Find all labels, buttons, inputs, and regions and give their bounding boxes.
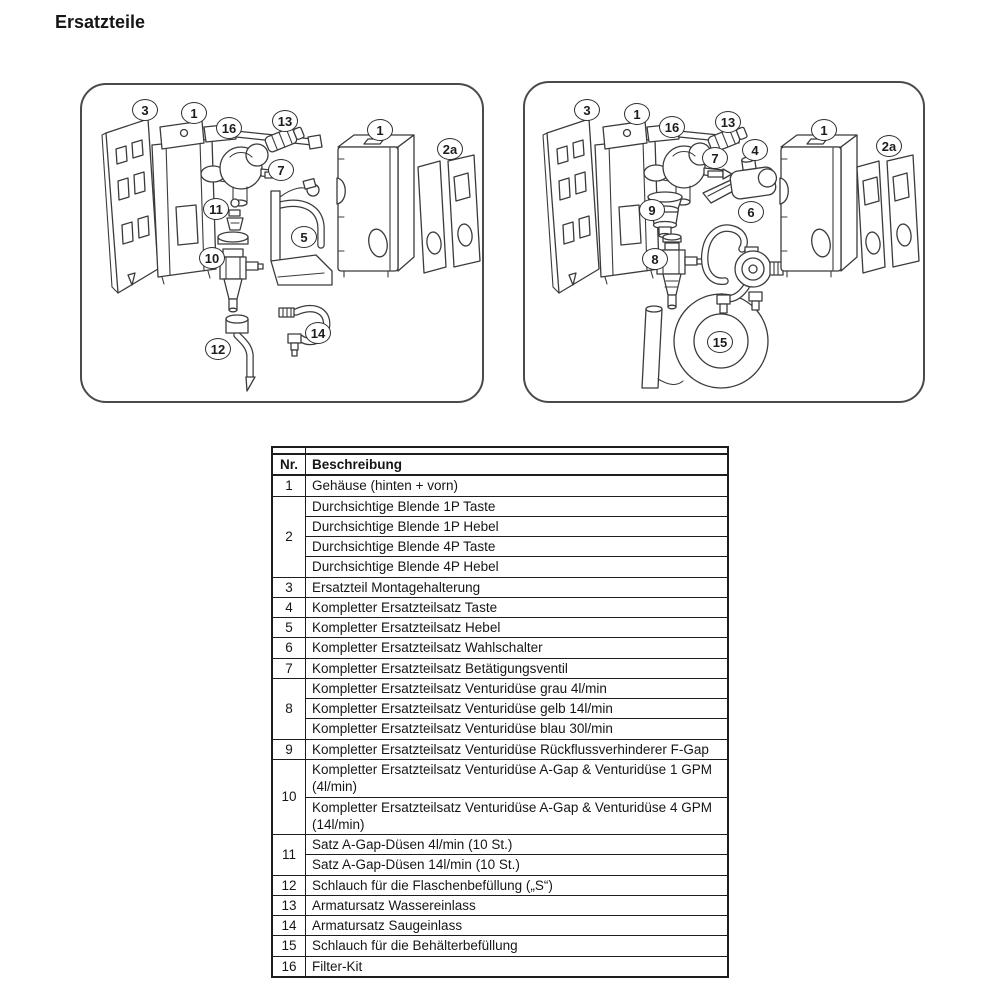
table-row <box>272 895 728 915</box>
part-number-cell: 4 <box>272 597 306 617</box>
mounting-plate-drawing <box>543 119 599 293</box>
description-cell: Durchsichtige Blende 4P Taste <box>306 537 729 557</box>
description-cell: Durchsichtige Blende 4P Hebel <box>306 557 729 577</box>
description-cell: Schlauch für die Flaschenbefüllung („S“) <box>306 875 729 895</box>
part-number-cell: 14 <box>272 916 306 936</box>
callout-13: 13 <box>272 110 298 132</box>
front-housing-drawing <box>780 135 857 277</box>
table-row <box>272 638 728 658</box>
callout-11: 11 <box>203 198 229 220</box>
table-row <box>272 916 728 936</box>
front-housing-drawing <box>337 135 414 277</box>
table-row <box>272 875 728 895</box>
description-cell: Schlauch für die Behälterbefüllung <box>306 936 729 956</box>
table-row <box>272 577 728 597</box>
callout-13: 13 <box>715 111 741 133</box>
callout-2a: 2a <box>437 138 463 160</box>
actuating-valve-pin-drawing <box>708 169 732 179</box>
table-row <box>272 936 728 956</box>
exploded-drawing-left <box>82 85 482 401</box>
description-cell: Kompletter Ersatzteilsatz Venturidüse blau 30l/min <box>306 719 729 739</box>
callout-6: 6 <box>738 201 764 223</box>
callout-5: 5 <box>291 226 317 248</box>
description-cell: Kompletter Ersatzteilsatz Hebel <box>306 618 729 638</box>
strip-cell <box>272 447 306 454</box>
callout-16: 16 <box>659 116 685 138</box>
callout-1: 1 <box>624 103 650 125</box>
table-row <box>272 699 728 719</box>
callout-12: 12 <box>205 338 231 360</box>
description-cell: Kompletter Ersatzteilsatz Venturidüse grau 4l/min <box>306 678 729 698</box>
table-row <box>272 658 728 678</box>
callout-15: 15 <box>707 331 733 353</box>
description-cell: Armatursatz Wassereinlass <box>306 895 729 915</box>
part-number-cell: 6 <box>272 638 306 658</box>
description-cell: Kompletter Ersatzteilsatz Taste <box>306 597 729 617</box>
table-row <box>272 516 728 536</box>
page-title: Ersatzteile <box>55 12 146 32</box>
tank-filling-hose-drawing <box>642 294 768 388</box>
description-cell: Satz A-Gap-Düsen 14l/min (10 St.) <box>306 855 729 875</box>
table-top-strip <box>272 447 728 454</box>
description-cell: Armatursatz Saugeinlass <box>306 916 729 936</box>
part-number-cell: 5 <box>272 618 306 638</box>
column-header-description: Beschreibung <box>306 454 729 475</box>
callout-1: 1 <box>181 102 207 124</box>
description-cell: Gehäuse (hinten + vorn) <box>306 475 729 496</box>
description-cell: Filter-Kit <box>306 956 729 977</box>
description-cell: Kompletter Ersatzteilsatz Venturidüse gelb 14l/min <box>306 699 729 719</box>
callout-7: 7 <box>702 147 728 169</box>
description-cell: Durchsichtige Blende 1P Hebel <box>306 516 729 536</box>
mounting-plate-drawing <box>102 119 158 293</box>
description-cell: Kompletter Ersatzteilsatz Betätigungsventil <box>306 658 729 678</box>
venturi-assembly-drawing <box>218 232 263 312</box>
part-number-cell: 7 <box>272 658 306 678</box>
description-cell: Ersatzteil Montagehalterung <box>306 577 729 597</box>
callout-7: 7 <box>268 159 294 181</box>
part-number-cell: 9 <box>272 739 306 759</box>
callout-16: 16 <box>216 117 242 139</box>
callout-1: 1 <box>811 119 837 141</box>
description-cell: Kompletter Ersatzteilsatz Venturidüse A-Gap & Venturidüse 1 GPM (4l/min) <box>306 759 729 797</box>
table-header-row <box>272 454 728 475</box>
table-row <box>272 797 728 835</box>
table-row <box>272 557 728 577</box>
callout-1: 1 <box>367 119 393 141</box>
part-number-cell: 1 <box>272 475 306 496</box>
callout-3: 3 <box>574 99 600 121</box>
bottle-filling-hose-drawing <box>226 315 255 391</box>
description-cell: Satz A-Gap-Düsen 4l/min (10 St.) <box>306 835 729 855</box>
part-number-cell: 8 <box>272 678 306 739</box>
table-row <box>272 496 728 516</box>
parts-table <box>271 446 729 978</box>
part-number-cell: 11 <box>272 835 306 876</box>
table-row <box>272 759 728 797</box>
exploded-diagram-left <box>80 83 484 403</box>
table-row <box>272 855 728 875</box>
callout-10: 10 <box>199 247 225 269</box>
table-row <box>272 537 728 557</box>
table-row <box>272 597 728 617</box>
description-cell: Durchsichtige Blende 1P Taste <box>306 496 729 516</box>
strip-cell <box>306 447 729 454</box>
part-number-cell: 15 <box>272 936 306 956</box>
description-cell: Kompletter Ersatzteilsatz Venturidüse A-Gap & Venturidüse 4 GPM (14l/min) <box>306 797 729 835</box>
part-number-cell: 16 <box>272 956 306 977</box>
part-number-cell: 13 <box>272 895 306 915</box>
callout-3: 3 <box>132 99 158 121</box>
exploded-diagram-right <box>523 81 925 403</box>
transparent-panels-drawing <box>857 155 919 273</box>
transparent-panels-drawing <box>418 155 480 273</box>
column-header-nr: Nr. <box>272 454 306 475</box>
callout-2a: 2a <box>876 135 902 157</box>
callout-9: 9 <box>639 199 665 221</box>
table-row <box>272 618 728 638</box>
description-cell: Kompletter Ersatzteilsatz Venturidüse Rückflussverhinderer F-Gap <box>306 739 729 759</box>
callout-14: 14 <box>305 322 331 344</box>
callout-8: 8 <box>642 248 668 270</box>
part-number-cell: 12 <box>272 875 306 895</box>
table-row <box>272 739 728 759</box>
part-number-cell: 2 <box>272 496 306 577</box>
table-row <box>272 835 728 855</box>
description-cell: Kompletter Ersatzteilsatz Wahlschalter <box>306 638 729 658</box>
callout-4: 4 <box>742 139 768 161</box>
parts-table-container <box>271 446 729 978</box>
table-row <box>272 956 728 977</box>
part-number-cell: 10 <box>272 759 306 834</box>
table-row <box>272 678 728 698</box>
table-row <box>272 719 728 739</box>
part-number-cell: 3 <box>272 577 306 597</box>
table-row <box>272 475 728 496</box>
